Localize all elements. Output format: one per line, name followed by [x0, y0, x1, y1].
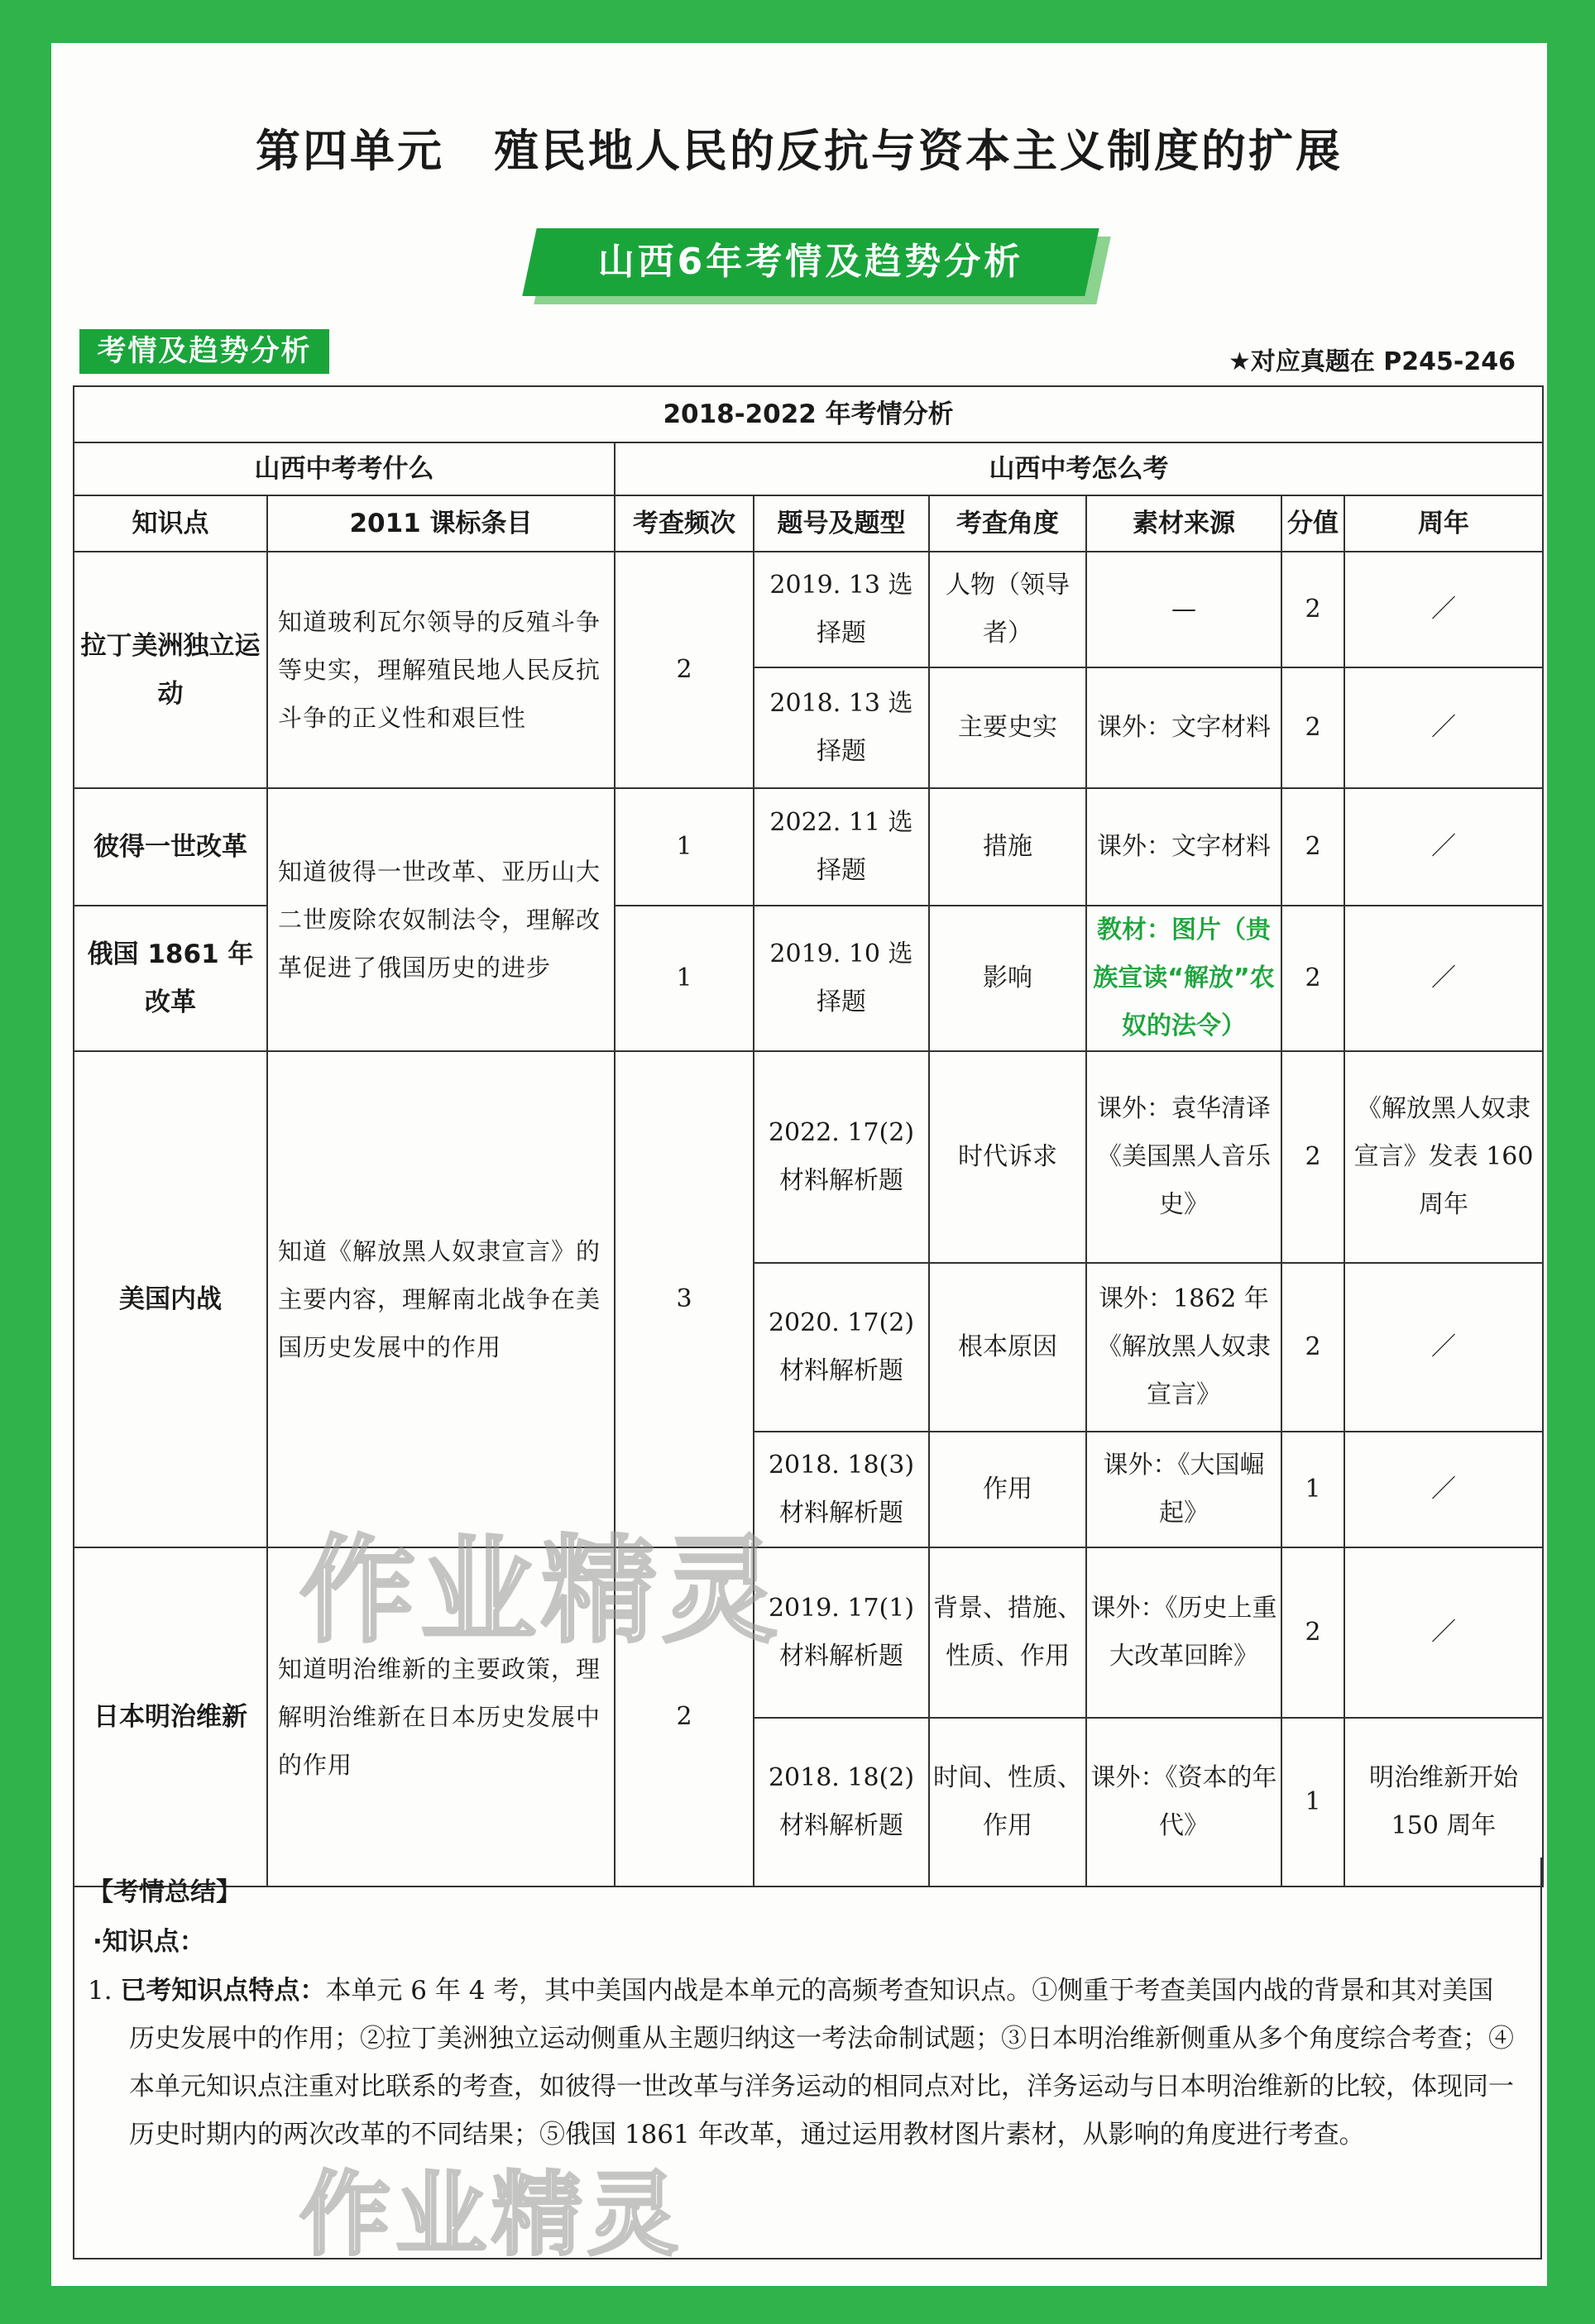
table-row — [74, 1547, 1543, 1718]
question-type: 2019. 17(1) 材料解析题 — [754, 1547, 929, 1718]
material-source: 课外：《资本的年代》 — [1086, 1718, 1281, 1886]
question-type: 2019. 10 选择题 — [754, 906, 929, 1051]
material-source: 课外：文字材料 — [1086, 667, 1281, 788]
question-type: 2022. 11 选择题 — [754, 788, 929, 906]
knowledge-point: 俄国 1861 年改革 — [74, 906, 267, 1051]
score: 2 — [1281, 906, 1344, 1051]
column-header: 题号及题型 — [754, 495, 929, 552]
column-header: 考查角度 — [929, 495, 1086, 552]
question-type: 2020. 17(2) 材料解析题 — [754, 1263, 929, 1432]
exam-angle: 影响 — [929, 906, 1086, 1051]
column-header: 分值 — [1281, 495, 1344, 552]
exam-angle: 背景、措施、性质、作用 — [929, 1547, 1086, 1718]
anniversary: ／ — [1344, 906, 1543, 1051]
exam-analysis-table — [73, 385, 1544, 1887]
exam-angle: 措施 — [929, 788, 1086, 906]
exam-summary — [73, 1858, 1542, 2259]
section-banner — [529, 228, 1092, 296]
table-row — [74, 788, 1543, 906]
material-source: 教材：图片（贵族宣读“解放”农奴的法令） — [1086, 906, 1281, 1051]
question-type: 2022. 17(2) 材料解析题 — [754, 1051, 929, 1263]
column-header: 2011 课标条目 — [267, 495, 615, 552]
score: 2 — [1281, 667, 1344, 788]
material-source: 课外：《历史上重大改革回眸》 — [1086, 1547, 1281, 1718]
reference-note: ★对应真题在 P245-246 — [1228, 347, 1516, 376]
group-header-how: 山西中考怎么考 — [615, 442, 1543, 495]
unit-label: 第四单元 — [256, 125, 444, 177]
unit-name: 殖民地人民的反抗与资本主义制度的扩展 — [494, 125, 1343, 177]
exam-angle: 主要史实 — [929, 667, 1086, 788]
anniversary: ／ — [1344, 1263, 1543, 1432]
anniversary: 《解放黑人奴隶宣言》发表 160 周年 — [1344, 1051, 1543, 1263]
frequency: 3 — [615, 1051, 754, 1547]
summary-body — [88, 1967, 1519, 2159]
summary-title: 【考情总结】 — [88, 1877, 242, 1907]
question-type: 2018. 13 选择题 — [754, 667, 929, 788]
score: 2 — [1281, 1051, 1344, 1263]
curriculum-standard: 知道明治维新的主要政策，理解明治维新在日本历史发展中的作用 — [267, 1547, 615, 1886]
exam-angle: 根本原因 — [929, 1263, 1086, 1432]
banner-text: 山西6年考情及趋势分析 — [597, 241, 1024, 283]
anniversary: ／ — [1344, 1432, 1543, 1547]
group-header-what: 山西中考考什么 — [74, 442, 615, 495]
question-type: 2019. 13 选择题 — [754, 552, 929, 667]
exam-angle: 时间、性质、作用 — [929, 1718, 1086, 1886]
item-lead: 已考知识点特点： — [120, 1976, 326, 2006]
knowledge-point: 美国内战 — [74, 1051, 267, 1547]
table-caption: 2018-2022 年考情分析 — [74, 386, 1543, 442]
curriculum-standard: 知道玻利瓦尔领导的反殖斗争等史实，理解殖民地人民反抗斗争的正义性和艰巨性 — [267, 552, 615, 788]
item-number: 1. — [88, 1976, 113, 2006]
column-header: 知识点 — [74, 495, 267, 552]
watermark: 作业精灵 — [299, 1524, 783, 1659]
column-header: 素材来源 — [1086, 495, 1281, 552]
curriculum-standard: 知道《解放黑人奴隶宣言》的主要内容，理解南北战争在美国历史发展中的作用 — [267, 1051, 615, 1547]
anniversary: ／ — [1344, 1547, 1543, 1718]
section-tag: 考情及趋势分析 — [79, 329, 329, 374]
page — [51, 43, 1547, 2286]
score: 2 — [1281, 552, 1344, 667]
score: 2 — [1281, 1547, 1344, 1718]
material-source: — — [1086, 552, 1281, 667]
page-title — [51, 116, 1547, 179]
exam-angle: 时代诉求 — [929, 1051, 1086, 1263]
score: 2 — [1281, 788, 1344, 906]
item-text: 本单元 6 年 4 考，其中美国内战是本单元的高频考查知识点。①侧重于考查美国内战的背景和其对美国历史发展中的作用；②拉丁美洲独立运动侧重从主题归纳这一考法命制试题；③日本明治维新侧重从多个角度综合考查；④本单元知识点注重对比联系的考查，如彼得一世改革与洋务运动的相同点对比，洋务运动与日本明治维新的比较，体现同一历史时期内的两次改革的不同结果；⑤俄国 1861 年改革，通过运用教材图片素材，从影响的角度进行考查。 — [129, 1976, 1514, 2149]
anniversary: 明治维新开始 150 周年 — [1344, 1718, 1543, 1886]
knowledge-point: 彼得一世改革 — [74, 788, 267, 906]
material-source: 课外：1862 年《解放黑人奴隶宣言》 — [1086, 1263, 1281, 1432]
question-type: 2018. 18(2) 材料解析题 — [754, 1718, 929, 1886]
curriculum-standard: 知道彼得一世改革、亚历山大二世废除农奴制法令，理解改革促进了俄国历史的进步 — [267, 788, 615, 1051]
column-header: 周年 — [1344, 495, 1543, 552]
table-row — [74, 552, 1543, 667]
frequency: 2 — [615, 552, 754, 788]
frequency: 1 — [615, 906, 754, 1051]
knowledge-point: 日本明治维新 — [74, 1547, 267, 1886]
anniversary: ／ — [1344, 552, 1543, 667]
column-header: 考查频次 — [615, 495, 754, 552]
anniversary: ／ — [1344, 667, 1543, 788]
watermark: 作业精灵 — [299, 2162, 683, 2268]
material-source: 课外：文字材料 — [1086, 788, 1281, 906]
score: 2 — [1281, 1263, 1344, 1432]
exam-angle: 人物（领导者） — [929, 552, 1086, 667]
knowledge-point: 拉丁美洲独立运动 — [74, 552, 267, 788]
summary-subtitle: ·知识点： — [93, 1927, 205, 1957]
table-row — [74, 1051, 1543, 1263]
score: 1 — [1281, 1432, 1344, 1547]
frequency: 2 — [615, 1547, 754, 1886]
material-source: 课外：《大国崛起》 — [1086, 1432, 1281, 1547]
material-source: 课外：袁华清译《美国黑人音乐史》 — [1086, 1051, 1281, 1263]
summary-item — [88, 1967, 1519, 2159]
frequency: 1 — [615, 788, 754, 906]
question-type: 2018. 18(3) 材料解析题 — [754, 1432, 929, 1547]
score: 1 — [1281, 1718, 1344, 1886]
exam-angle: 作用 — [929, 1432, 1086, 1547]
anniversary: ／ — [1344, 788, 1543, 906]
